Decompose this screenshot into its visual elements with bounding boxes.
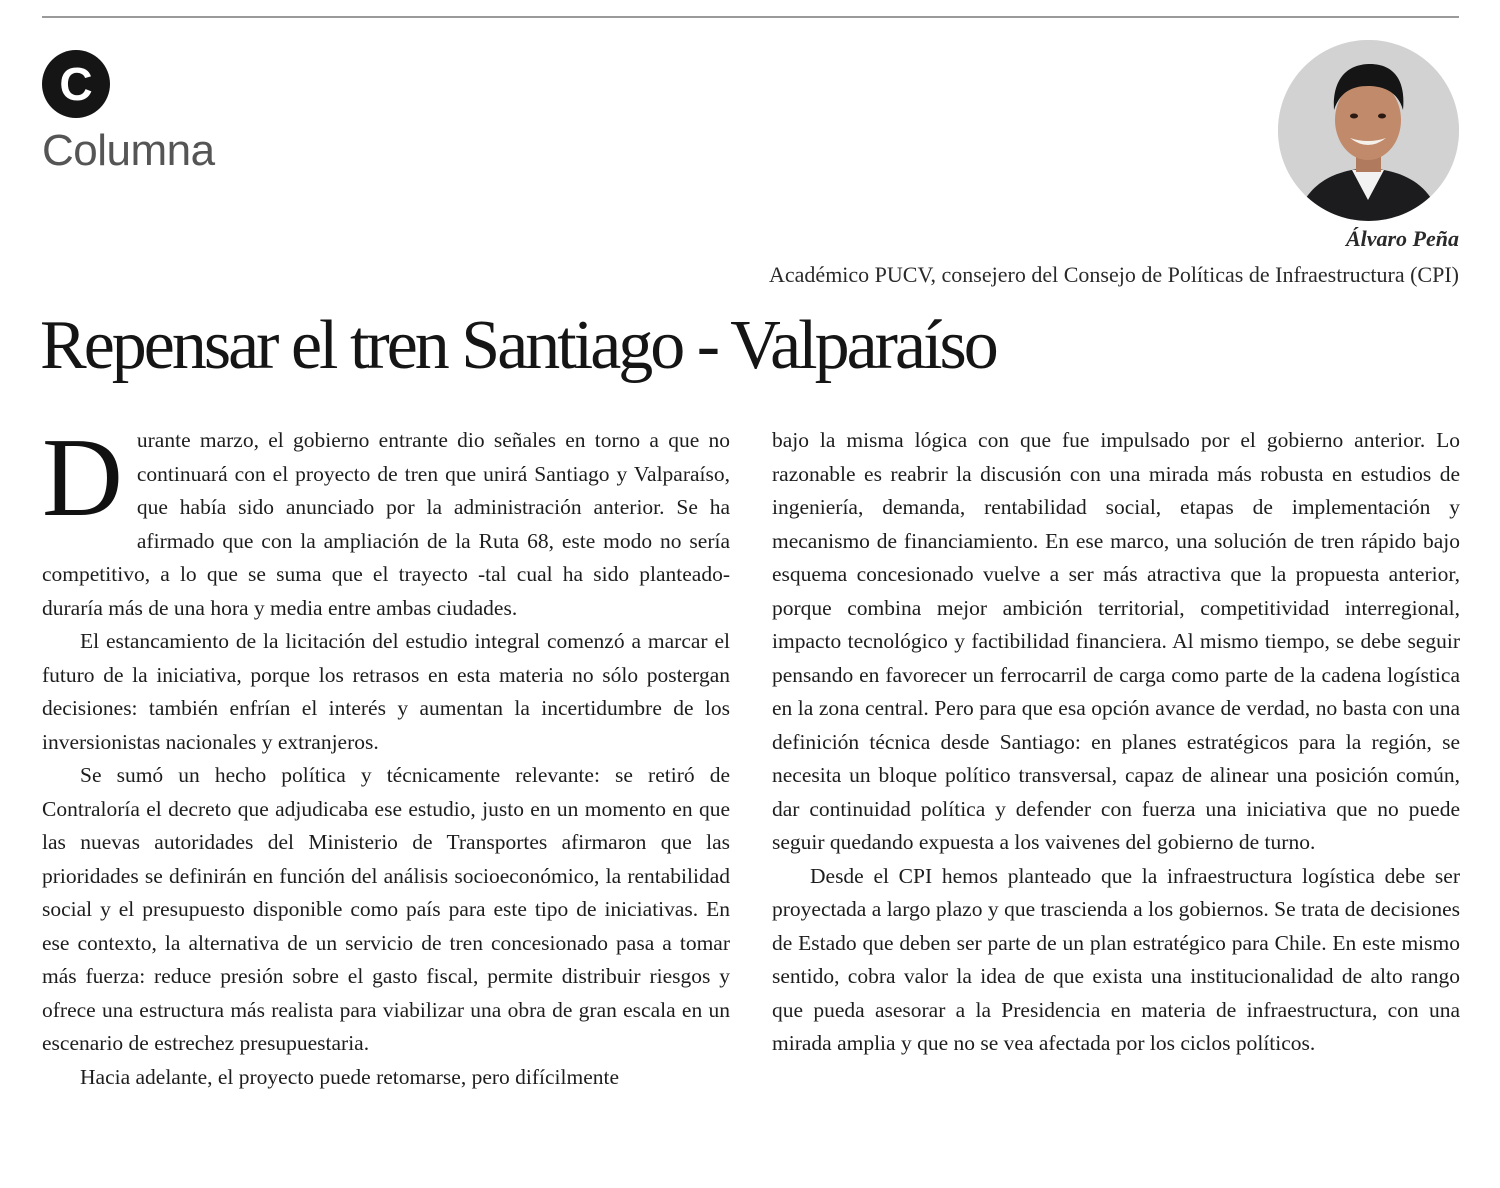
drop-cap: D (42, 416, 123, 540)
article-column-left (42, 416, 730, 1094)
paragraph: El estancamiento de la licitación del estudio integral comenzó a marcar el futuro de la iniciativa, porque los retrasos en esta materia no sólo postergan decisiones: también enfrían el interés y aumentan la incertidumbre de los inversionistas nacionales y extranjeros. (42, 629, 730, 754)
author-role: Académico PUCV, consejero del Consejo de Políticas de Infraestructura (CPI) (769, 262, 1459, 287)
section-badge-icon: C (42, 50, 110, 118)
section-name: Columna (42, 126, 215, 175)
top-rule (42, 16, 1459, 18)
author-name: Álvaro Peña (1345, 226, 1459, 251)
paragraph: bajo la misma lógica con que fue impulsado por el gobierno anterior. Lo razonable es reabrir la discusión con una mirada más robusta en estudios de ingeniería, demanda, rentabilidad social, etapas de implementación y mecanismo de financiamiento. En ese marco, una solución de tren rápido bajo esquema concesionado vuelve a ser más atractiva que la propuesta anterior, porque combina mejor ambición territorial, competitividad interregional, impacto tecnológico y factibilidad financiera. Al mismo tiempo, se debe seguir pensando en favorecer un ferrocarril de carga como parte de la cadena logística en la zona central. Pero para que esa opción avance de verdad, no basta con una definición técnica desde Santiago: en planes estratégicos para la región, se necesita un bloque político transversal, capaz de alinear una posición común, dar continuidad política y defender con fuerza una iniciativa que no puede seguir quedando expuesta a los vaivenes del gobierno de turno. (772, 428, 1460, 854)
paragraph (42, 416, 730, 625)
paragraph: Se sumó un hecho política y técnicamente relevante: se retiró de Contraloría el decreto que adjudicaba ese estudio, justo en un momento en que las nuevas autoridades del Ministerio de Transportes afirmaron que las prioridades se definirán en función del análisis socioeconómico, la rentabilidad social y el presupuesto disponible como país para este tipo de iniciativas. En ese contexto, la alternativa de un servicio de tren concesionado pasa a tomar más fuerza: reduce presión sobre el gasto fiscal, permite distribuir riesgos y ofrece una estructura más realista para viabilizar una obra de gran escala en un escenario de estrechez presupuestaria. (42, 763, 730, 1055)
article-column-right (772, 424, 1460, 1061)
headline: Repensar el tren Santiago - Valparaíso (40, 307, 996, 384)
paragraph: Desde el CPI hemos planteado que la infraestructura logística debe ser proyectada a largo plazo y que trascienda a los gobiernos. Se trata de decisiones de Estado que deben ser parte de un plan estratégico para Chile. En este mismo sentido, cobra valor la idea de que exista una institucionalidad de alto rango que pueda asesorar a la Presidencia en materia de infraestructura, con una mirada amplia y que no se vea afectada por los ciclos políticos. (772, 863, 1460, 1055)
author-photo (1278, 40, 1459, 221)
paragraph-text: urante marzo, el gobierno entrante dio señales en torno a que no continuará con el proyecto de tren que unirá Santiago y Valparaíso, que había sido anunciado por la administración anterior. Se ha afirmado que con la ampliación de la Ruta 68, este modo no sería competitivo, a lo que se suma que el trayecto -tal cual ha sido planteado- duraría más de una hora y media entre ambas ciudades. (42, 428, 730, 620)
paragraph: Hacia adelante, el proyecto puede retomarse, pero difícilmente (80, 1064, 620, 1089)
